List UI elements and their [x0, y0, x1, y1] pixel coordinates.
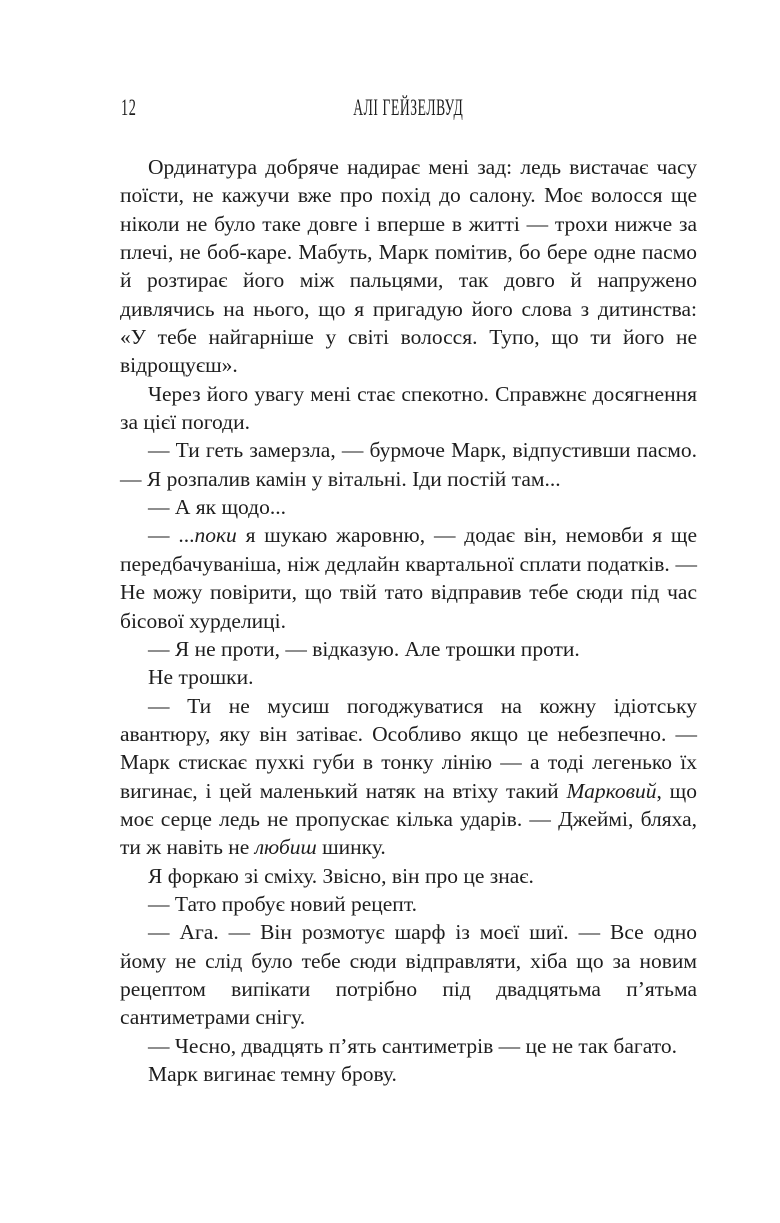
text-run: — Чесно, двадцять п’ять сантиметрів — це не так багато. — [148, 1033, 677, 1058]
running-header-wrap — [120, 96, 697, 120]
italic-text-run: поки — [194, 523, 237, 548]
text-run: — Ага. — Він розмотує шарф із моєї шиї. — Все одно йому не слід було тебе сюди відправляти, хіба що за новим рецептом випікати потрібно під двадцятьма п’ятьма сантиметрами снігу. — [120, 920, 697, 1030]
page-number: 12 — [121, 95, 137, 120]
paragraph — [120, 635, 697, 663]
paragraph — [120, 521, 697, 634]
paragraph — [120, 493, 697, 521]
paragraph — [120, 1060, 697, 1088]
text-run: , що моє серце ледь не пропускає кілька ударів. — Джеймі, бляха, ти ж навіть не — [120, 778, 697, 860]
italic-text-run: Марковий — [566, 778, 657, 803]
text-run: Я форкаю зі сміху. Звісно, він про це знає. — [148, 863, 534, 888]
text-run: Не трошки. — [148, 665, 254, 690]
text-run: Через його увагу мені стає спекотно. Справжнє досягнення за цієї погоди. — [120, 381, 697, 435]
text-run: Ординатура добряче надирає мені зад: ледь вистачає часу поїсти, не кажучи вже про похід до салону. Моє волосся ще ніколи не було таке довге і вперше в житті — трохи нижче за плечі, не боб-каре. Мабуть, Марк помітив, бо бере одне пасмо й розтирає його між пальцями, так довго й напружено дивлячись на нього, що я пригадую його слова з дитинства: «У тебе найгарніше у світі волосся. Тупо, що ти його не відрощуєш». — [120, 155, 697, 378]
paragraph — [120, 890, 697, 918]
text-run: — Я не проти, — відказую. Але трошки проти. — [148, 636, 580, 661]
paragraph — [120, 436, 697, 493]
paragraph — [120, 862, 697, 890]
paragraph — [120, 1032, 697, 1060]
text-run: — Тато пробує новий рецепт. — [148, 891, 417, 916]
page-body — [120, 153, 697, 1088]
text-run: шинку. — [316, 835, 386, 860]
paragraph — [120, 918, 697, 1031]
text-run: я шукаю жаровню, — додає він, немовби я ще передбачуваніша, ніж дедлайн квартальної сплати податків. — Не можу повірити, що твій тато відправив тебе сюди під час бісової хурделиці. — [120, 523, 698, 633]
text-run: — А як щодо... — [148, 495, 286, 520]
text-run: — ... — [148, 523, 195, 548]
running-head — [120, 96, 697, 122]
text-run: — Ти геть замерзла, — бурмоче Марк, відпустивши пасмо. — Я розпалив камін у вітальні. Іди постій там... — [120, 438, 697, 491]
text-run: Марк вигинає темну брову. — [148, 1062, 397, 1086]
paragraph — [120, 153, 697, 380]
paragraph — [120, 692, 697, 862]
paragraph — [120, 380, 697, 437]
paragraph — [120, 663, 697, 691]
italic-text-run: любиш — [254, 835, 317, 860]
text-run: — Ти не мусиш погоджуватися на кожну ідіотську авантюру, яку він затіває. Особливо якщо це небезпечно. — Марк стискає пухкі губи в тонку лінію — а тоді легенько їх вигинає, і цей маленький натяк на втіху такий — [120, 693, 697, 803]
running-header-title: АЛІ ГЕЙЗЕЛВУД — [353, 95, 464, 120]
